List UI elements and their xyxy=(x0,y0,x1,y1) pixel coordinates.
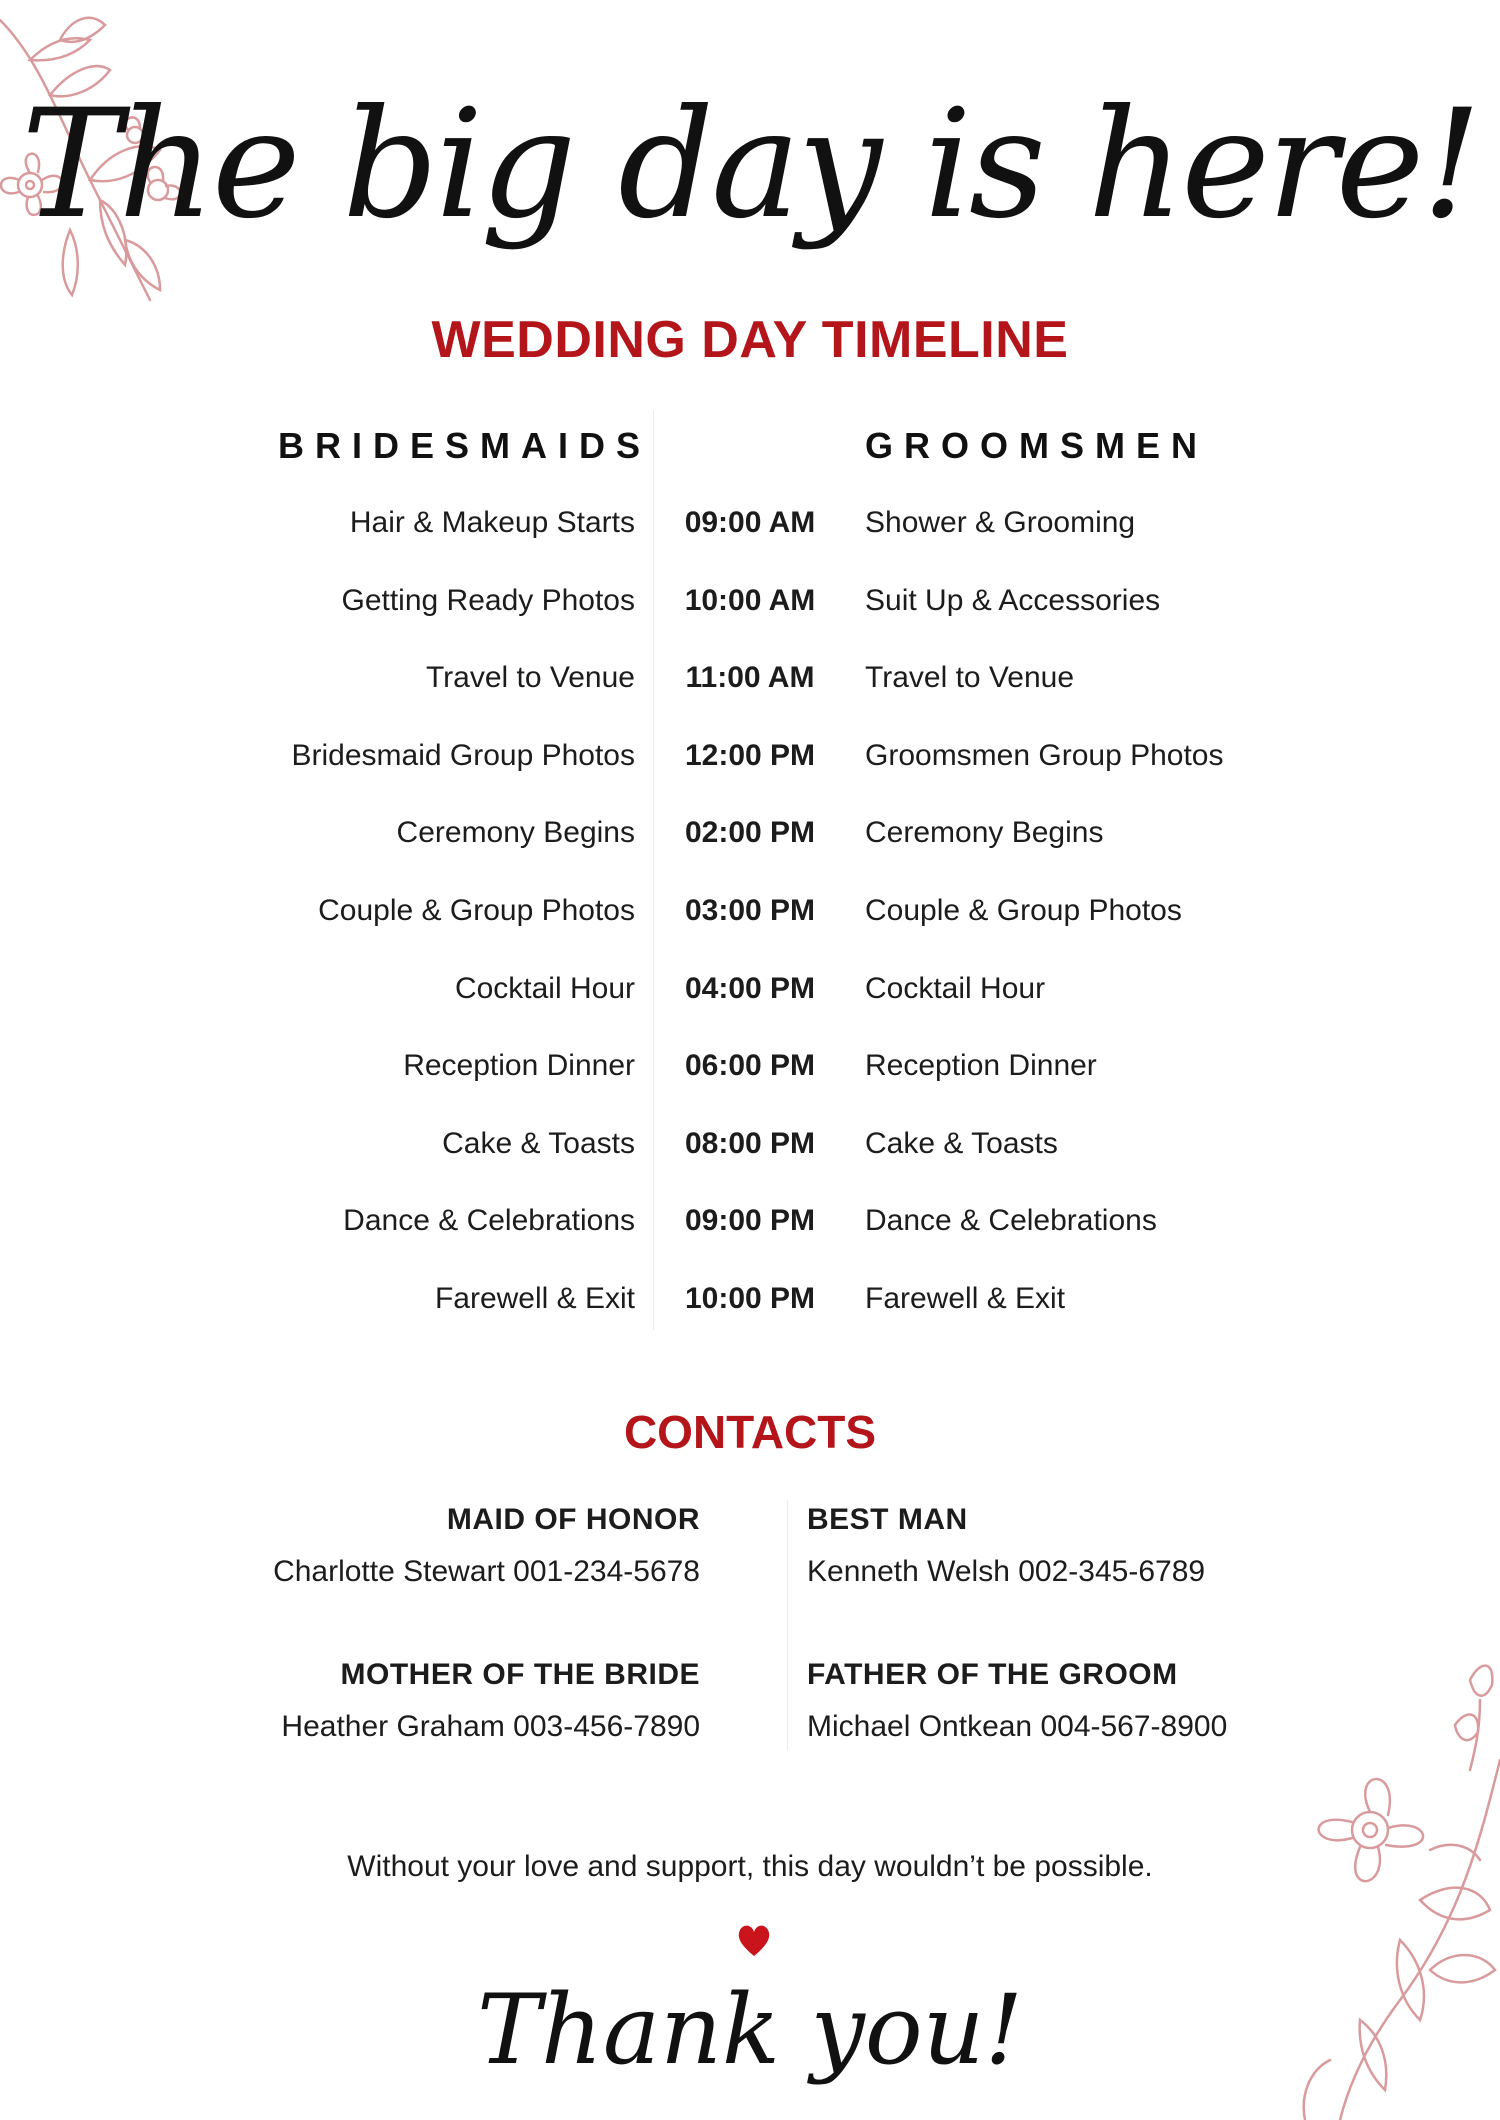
contact-role: MOTHER OF THE BRIDE xyxy=(340,1658,700,1691)
thank-you-text: Thank you! xyxy=(476,1974,1024,2086)
timeline-heading: WEDDING DAY TIMELINE xyxy=(431,311,1069,369)
schedule-table xyxy=(0,490,1500,1344)
groomsmen-activity: Farewell & Exit xyxy=(865,1281,1066,1315)
bridesmaids-activity: Dance & Celebrations xyxy=(343,1204,635,1238)
schedule-time: 04:00 PM xyxy=(684,971,816,1005)
schedule-time: 03:00 PM xyxy=(684,893,816,927)
bridesmaids-activity: Bridesmaid Group Photos xyxy=(291,738,635,772)
groomsmen-activity: Reception Dinner xyxy=(865,1049,1097,1083)
bridesmaids-activity: Cocktail Hour xyxy=(454,971,635,1005)
groomsmen-activity: Couple & Group Photos xyxy=(865,893,1182,927)
bridesmaids-activity: Couple & Group Photos xyxy=(318,893,635,927)
groomsmen-activity: Suit Up & Accessories xyxy=(865,583,1161,617)
contact-mother-of-the-bride xyxy=(0,1658,700,1744)
schedule-row xyxy=(0,1188,1500,1266)
schedule-row xyxy=(0,568,1500,646)
contact-info: Heather Graham 003-456-7890 xyxy=(281,1710,700,1743)
bridesmaids-activity: Ceremony Begins xyxy=(396,816,635,850)
contact-info: Michael Ontkean 004-567-8900 xyxy=(807,1710,1228,1743)
schedule-row xyxy=(0,1266,1500,1344)
schedule-time: 02:00 PM xyxy=(684,816,816,850)
schedule-row xyxy=(0,956,1500,1034)
groomsmen-activity: Groomsmen Group Photos xyxy=(865,738,1224,772)
schedule-time: 11:00 AM xyxy=(685,661,815,695)
groomsmen-activity: Ceremony Begins xyxy=(865,816,1104,850)
groomsmen-activity: Cocktail Hour xyxy=(865,971,1046,1005)
contact-role: BEST MAN xyxy=(807,1503,968,1536)
closing-note: Without your love and support, this day wouldn’t be possible. xyxy=(347,1850,1153,1883)
contacts-divider xyxy=(787,1500,788,1750)
page-title: The big day is here! xyxy=(21,78,1479,252)
schedule-row xyxy=(0,1111,1500,1189)
contact-role: MAID OF HONOR xyxy=(446,1503,700,1536)
bridesmaids-column-heading: BRIDESMAIDS xyxy=(277,425,651,466)
contact-best-man xyxy=(807,1503,1500,1589)
heart-icon xyxy=(734,1920,774,1960)
schedule-time: 10:00 PM xyxy=(684,1281,816,1315)
schedule-time: 09:00 PM xyxy=(684,1204,816,1238)
bridesmaids-activity: Cake & Toasts xyxy=(442,1126,635,1160)
contact-role: FATHER OF THE GROOM xyxy=(807,1658,1178,1691)
contact-info: Kenneth Welsh 002-345-6789 xyxy=(807,1555,1206,1588)
groomsmen-activity: Cake & Toasts xyxy=(865,1126,1058,1160)
schedule-time: 10:00 AM xyxy=(684,583,816,617)
schedule-row xyxy=(0,645,1500,723)
groomsmen-activity: Travel to Venue xyxy=(865,661,1075,695)
schedule-time: 08:00 PM xyxy=(684,1126,816,1160)
schedule-row xyxy=(0,490,1500,568)
schedule-row xyxy=(0,878,1500,956)
schedule-time: 06:00 PM xyxy=(684,1049,816,1083)
contact-maid-of-honor xyxy=(0,1503,700,1589)
bridesmaids-activity: Travel to Venue xyxy=(425,661,635,695)
schedule-row xyxy=(0,1033,1500,1111)
schedule-row xyxy=(0,723,1500,801)
bridesmaids-activity: Farewell & Exit xyxy=(434,1281,635,1315)
groomsmen-activity: Dance & Celebrations xyxy=(865,1204,1157,1238)
schedule-time: 09:00 AM xyxy=(684,506,816,539)
contact-info: Charlotte Stewart 001-234-5678 xyxy=(273,1555,700,1588)
bridesmaids-activity: Getting Ready Photos xyxy=(341,583,635,617)
schedule-time: 12:00 PM xyxy=(684,738,816,772)
groomsmen-activity: Shower & Grooming xyxy=(865,506,1136,539)
contacts-heading: CONTACTS xyxy=(623,1406,877,1458)
groomsmen-column-heading: GROOMSMEN xyxy=(865,425,1209,466)
contact-father-of-the-groom xyxy=(807,1658,1500,1744)
bridesmaids-activity: Reception Dinner xyxy=(403,1049,635,1083)
schedule-row xyxy=(0,800,1500,878)
bridesmaids-activity: Hair & Makeup Starts xyxy=(349,506,635,539)
